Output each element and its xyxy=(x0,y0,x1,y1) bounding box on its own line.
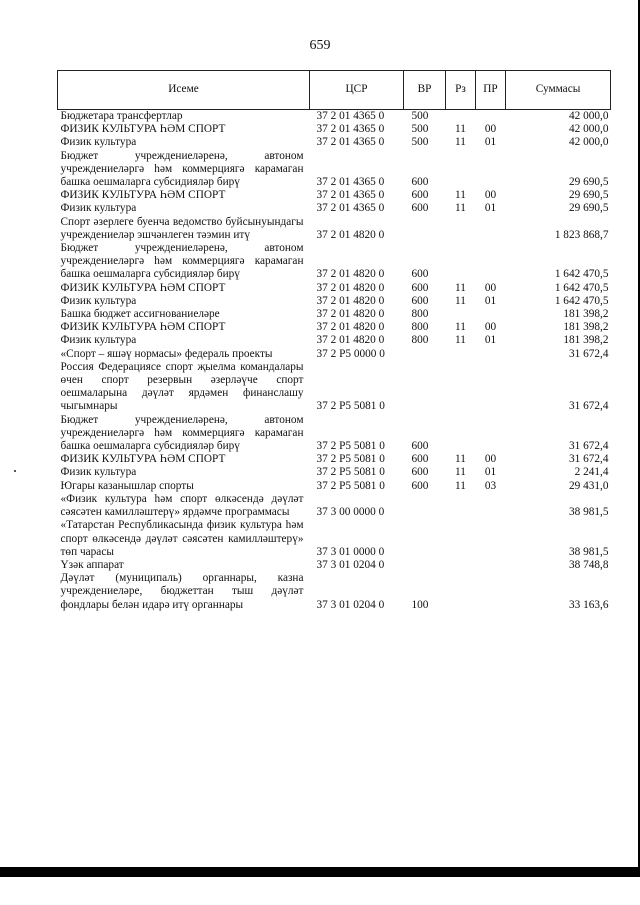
cell-pr: 01 xyxy=(484,466,497,479)
cell-sum: 1 642 470,5 xyxy=(554,294,609,307)
cell-vr xyxy=(404,519,446,559)
cell-csr: 37 3 01 0204 0 xyxy=(316,598,385,611)
cell-vr: 600 xyxy=(411,268,429,281)
cell-csr: 37 2 P5 5081 0 xyxy=(316,479,385,492)
cell-pr xyxy=(476,308,506,321)
cell-csr: 37 3 01 0000 0 xyxy=(316,545,385,558)
table-row xyxy=(58,202,611,215)
page-bottom-bar xyxy=(0,867,640,877)
cell-vr: 500 xyxy=(404,110,446,124)
cell-csr: 37 2 01 4820 0 xyxy=(316,308,385,321)
table-row xyxy=(58,453,611,466)
cell-sum: 31 672,4 xyxy=(568,347,609,360)
cell-rz xyxy=(446,308,476,321)
cell-name: «Спорт – яшәү нормасы» федераль проекты xyxy=(60,347,273,360)
cell-pr: 01 xyxy=(484,334,497,347)
cell-vr: 600 xyxy=(411,440,429,453)
cell-name: «Физик культура һәм спорт өлкәсендә дәүләт сәясәтен камилләштерү» ярдәмче программасы xyxy=(60,492,304,519)
table-row xyxy=(58,466,611,479)
cell-vr: 600 xyxy=(411,479,429,492)
cell-sum: 38 981,5 xyxy=(568,506,609,519)
table-row xyxy=(58,414,611,454)
cell-vr: 500 xyxy=(411,123,429,136)
cell-vr: 500 xyxy=(411,136,429,149)
table-row xyxy=(58,189,611,202)
cell-csr: 37 3 01 0204 0 xyxy=(316,558,385,571)
cell-sum: 42 000,0 xyxy=(568,136,609,149)
cell-csr: 37 2 P5 5081 0 xyxy=(316,466,385,479)
table-row xyxy=(58,334,611,347)
cell-csr: 37 2 01 4820 0 xyxy=(316,334,385,347)
table-body xyxy=(58,110,611,612)
cell-rz: 11 xyxy=(455,189,466,202)
cell-vr: 600 xyxy=(411,281,429,294)
header-csr: ЦСР xyxy=(310,71,404,110)
cell-pr xyxy=(476,493,506,519)
table-row xyxy=(58,136,611,149)
cell-name: Физик культура xyxy=(60,294,137,307)
cell-vr xyxy=(404,559,446,572)
cell-sum: 1 823 868,7 xyxy=(554,228,609,241)
cell-csr: 37 2 01 4365 0 xyxy=(316,136,385,149)
cell-vr: 800 xyxy=(411,334,429,347)
cell-name: Физик культура xyxy=(60,466,137,479)
cell-rz: 11 xyxy=(455,123,466,136)
cell-rz xyxy=(446,572,476,612)
cell-pr xyxy=(476,348,506,361)
table-row xyxy=(58,150,611,190)
cell-vr: 800 xyxy=(411,308,429,321)
table-row xyxy=(58,519,611,559)
cell-pr: 01 xyxy=(484,202,497,215)
cell-vr: 800 xyxy=(411,321,429,334)
cell-csr: 37 2 01 4820 0 xyxy=(316,281,385,294)
cell-vr xyxy=(404,493,446,519)
cell-rz: 11 xyxy=(455,479,466,492)
cell-sum: 29 690,5 xyxy=(568,202,609,215)
cell-name: Бюджет учреждениеләренә, автоном учреждениеләргә һәм коммерциягә карамаган башка оешмаларга субсидияләр бирү xyxy=(60,242,304,281)
cell-sum: 38 748,8 xyxy=(568,558,609,571)
cell-name: Россия Федерациясе спорт җыелма командалары өчен спорт резервын әзерләүче спорт оешмаларына дәүләт ярдәмен финанслашу чыгымнары xyxy=(60,360,304,413)
cell-rz: 11 xyxy=(455,281,466,294)
table-row xyxy=(58,110,611,124)
cell-rz xyxy=(446,216,476,242)
table-row xyxy=(58,216,611,242)
cell-pr xyxy=(476,150,506,190)
cell-pr xyxy=(476,242,506,282)
cell-sum: 181 398,2 xyxy=(563,308,609,321)
cell-csr: 37 2 P5 5081 0 xyxy=(316,400,385,413)
table-row xyxy=(58,282,611,295)
cell-sum: 31 672,4 xyxy=(568,453,609,466)
cell-vr: 600 xyxy=(411,294,429,307)
cell-rz: 11 xyxy=(455,453,466,466)
cell-sum: 31 672,4 xyxy=(568,400,609,413)
cell-rz: 11 xyxy=(455,294,466,307)
table-row xyxy=(58,361,611,414)
cell-pr xyxy=(476,110,506,124)
cell-name: ФИЗИК КУЛЬТУРА ҺӘМ СПОРТ xyxy=(60,281,226,294)
cell-csr: 37 2 01 4820 0 xyxy=(316,321,385,334)
cell-name: Бюджет учреждениеләренә, автоном учреждениеләргә һәм коммерциягә карамаган башка оешмаларга субсидияләр бирү xyxy=(60,413,304,453)
cell-csr: 37 2 P5 0000 0 xyxy=(316,347,385,360)
table-row xyxy=(58,123,611,136)
cell-pr: 03 xyxy=(484,479,497,492)
cell-name: Бюджет учреждениеләренә, автоном учреждениеләргә һәм коммерциягә карамаган башка оешмаларга субсидияләр бирү xyxy=(60,149,304,189)
cell-rz xyxy=(446,414,476,454)
cell-name: Бюджетара трансфертлар xyxy=(58,110,310,124)
cell-sum: 42 000,0 xyxy=(568,123,609,136)
table-row xyxy=(58,348,611,361)
cell-sum: 33 163,6 xyxy=(568,598,609,611)
budget-table xyxy=(57,70,611,612)
header-vr: ВР xyxy=(404,71,446,110)
cell-name: Физик культура xyxy=(60,136,137,149)
cell-vr xyxy=(404,361,446,414)
cell-pr xyxy=(476,572,506,612)
cell-vr: 600 xyxy=(411,176,429,189)
cell-vr: 600 xyxy=(411,453,429,466)
cell-rz: 11 xyxy=(455,202,466,215)
table-row xyxy=(58,480,611,493)
cell-csr: 37 2 P5 5081 0 xyxy=(316,453,385,466)
cell-pr: 00 xyxy=(484,453,497,466)
cell-rz xyxy=(446,519,476,559)
cell-rz xyxy=(446,150,476,190)
cell-rz: 11 xyxy=(455,334,466,347)
cell-csr: 37 2 01 4365 0 xyxy=(316,176,385,189)
cell-csr: 37 2 P5 5081 0 xyxy=(316,440,385,453)
page-number: 659 xyxy=(309,38,331,53)
cell-vr: 600 xyxy=(411,202,429,215)
budget-table-container xyxy=(57,70,610,612)
cell-pr xyxy=(476,414,506,454)
cell-name: «Татарстан Республикасында физик культура һәм спорт өлкәсендә дәүләт сәясәтен камилләштерү» төп чарасы xyxy=(60,519,304,558)
cell-name: Спорт әзерлеге буенча ведомство буйсынуындагы учреждениеләр эшчәнлеген тәэмин итү xyxy=(60,215,304,241)
table-row xyxy=(58,559,611,572)
cell-csr: 37 2 01 4820 0 xyxy=(316,294,385,307)
table-row xyxy=(58,493,611,519)
cell-pr xyxy=(476,559,506,572)
table-row xyxy=(58,572,611,612)
cell-rz: 11 xyxy=(455,321,466,334)
cell-pr: 00 xyxy=(484,321,497,334)
cell-csr: 37 2 01 4820 0 xyxy=(316,268,385,281)
cell-pr: 00 xyxy=(484,123,497,136)
cell-pr: 00 xyxy=(484,189,497,202)
cell-pr xyxy=(476,216,506,242)
cell-name: ФИЗИК КУЛЬТУРА ҺӘМ СПОРТ xyxy=(60,189,226,202)
cell-pr: 00 xyxy=(484,281,497,294)
cell-name: ФИЗИК КУЛЬТУРА ҺӘМ СПОРТ xyxy=(60,123,226,136)
cell-vr xyxy=(404,216,446,242)
cell-sum: 1 642 470,5 xyxy=(554,281,609,294)
cell-csr: 37 2 01 4365 0 xyxy=(316,202,385,215)
cell-name: Физик культура xyxy=(60,334,137,347)
header-rz: Рз xyxy=(446,71,476,110)
cell-rz xyxy=(446,493,476,519)
header-pr: ПР xyxy=(476,71,506,110)
cell-sum: 1 642 470,5 xyxy=(554,268,609,281)
cell-csr: 37 2 01 4365 0 xyxy=(316,123,385,136)
table-row xyxy=(58,242,611,282)
cell-vr: 600 xyxy=(411,466,429,479)
cell-name: ФИЗИК КУЛЬТУРА ҺӘМ СПОРТ xyxy=(60,321,226,334)
cell-name: ФИЗИК КУЛЬТУРА ҺӘМ СПОРТ xyxy=(60,453,226,466)
cell-vr: 600 xyxy=(411,189,429,202)
cell-sum: 42 000,0 xyxy=(506,110,611,124)
cell-pr xyxy=(476,361,506,414)
cell-rz xyxy=(446,242,476,282)
cell-sum: 31 672,4 xyxy=(568,440,609,453)
cell-pr: 01 xyxy=(484,294,497,307)
cell-rz xyxy=(446,361,476,414)
cell-vr: 100 xyxy=(411,598,429,611)
header-sum: Суммасы xyxy=(506,71,611,110)
cell-pr: 01 xyxy=(484,136,497,149)
cell-csr: 37 2 01 4365 0 xyxy=(316,189,385,202)
header-name: Исеме xyxy=(58,71,310,110)
cell-sum: 29 431,0 xyxy=(568,479,609,492)
cell-name: Үзәк аппарат xyxy=(60,558,124,571)
cell-rz xyxy=(446,559,476,572)
cell-csr: 37 2 01 4820 0 xyxy=(316,228,385,241)
cell-vr xyxy=(404,348,446,361)
cell-sum: 181 398,2 xyxy=(563,334,609,347)
cell-csr: 37 2 01 4365 0 xyxy=(310,110,404,124)
cell-rz: 11 xyxy=(455,466,466,479)
table-row xyxy=(58,295,611,308)
scan-artifact-dot xyxy=(14,470,16,472)
cell-name: Башка бюджет ассигнованиеләре xyxy=(60,308,220,321)
cell-rz: 11 xyxy=(455,136,466,149)
cell-rz xyxy=(446,348,476,361)
cell-rz xyxy=(446,110,476,124)
cell-csr: 37 3 00 0000 0 xyxy=(316,506,385,519)
cell-sum: 38 981,5 xyxy=(568,545,609,558)
cell-sum: 29 690,5 xyxy=(568,176,609,189)
cell-name: Дәүләт (муниципаль) органнары, казна учреждениеләре, бюджеттан тыш дәүләт фондлары белән идарә итү органнары xyxy=(60,572,304,611)
table-row xyxy=(58,321,611,334)
cell-name: Физик культура xyxy=(60,202,137,215)
cell-name: Югары казанышлар спорты xyxy=(60,479,194,492)
table-row xyxy=(58,308,611,321)
table-header-row xyxy=(58,71,611,110)
cell-sum: 2 241,4 xyxy=(574,466,609,479)
cell-pr xyxy=(476,519,506,559)
cell-sum: 181 398,2 xyxy=(563,321,609,334)
cell-sum: 29 690,5 xyxy=(568,189,609,202)
